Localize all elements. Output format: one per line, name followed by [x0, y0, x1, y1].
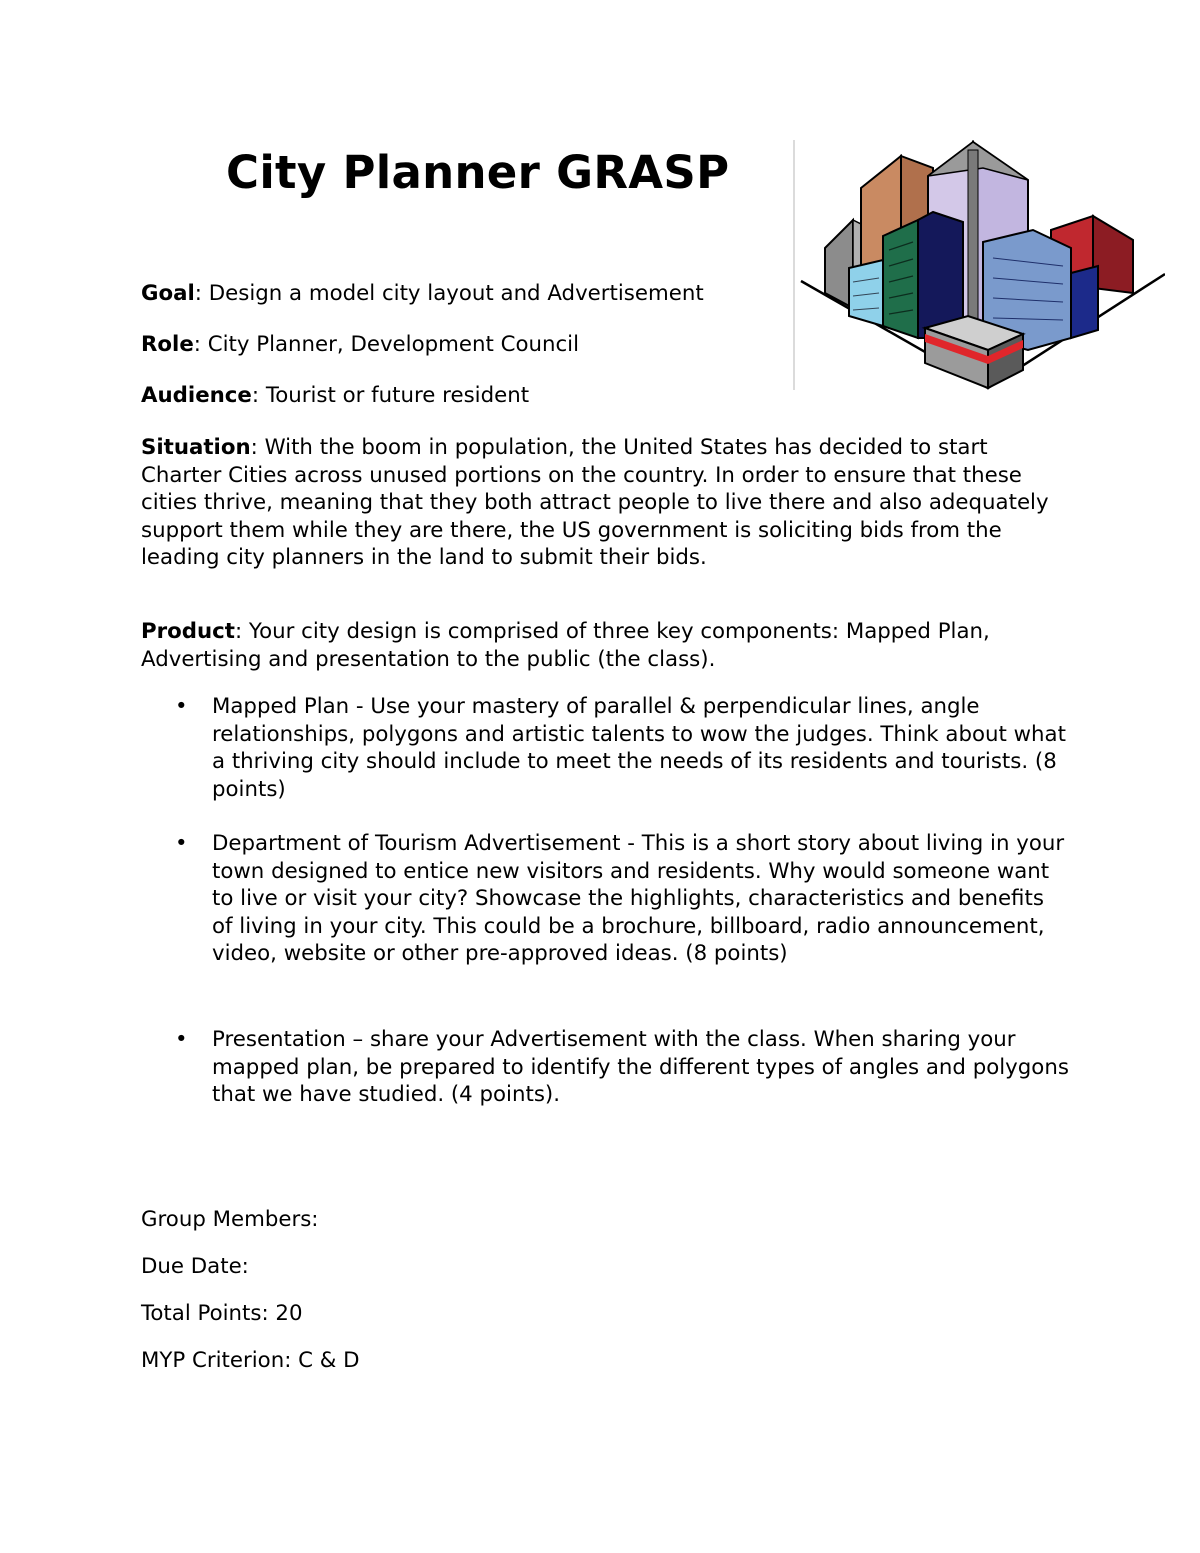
due-date-line: Due Date: [141, 1254, 249, 1279]
role-text: : City Planner, Development Council [193, 332, 580, 357]
situation-label: Situation [141, 435, 251, 460]
situation-text: : With the boom in population, the United States has decided to start Charter Cities across unused portions on the country. In order to ensure that these cities thrive, meaning that they both attract people to live there and also adequately support them while they are there, the US government is soliciting bids from the leading city planners in the land to submit their bids. [141, 435, 1049, 570]
goal-text: : Design a model city layout and Advertisement [194, 281, 704, 306]
component-list-item-presentation [141, 1026, 1071, 1109]
goal-section [141, 280, 1071, 308]
component-list-item-advertisement [141, 830, 1071, 968]
audience-section [141, 382, 1071, 410]
audience-text: : Tourist or future resident [251, 383, 530, 408]
situation-section [141, 434, 1071, 572]
bullet-icon: • [175, 1027, 188, 1052]
group-members-line: Group Members: [141, 1207, 319, 1232]
goal-label: Goal [141, 281, 195, 306]
product-label: Product [141, 619, 235, 644]
bullet-text: Presentation – share your Advertisement with the class. When sharing your mapped plan, be prepared to identify the different types of angles and polygons that we have studied. (4 points). [212, 1027, 1069, 1107]
bullet-icon: • [175, 694, 188, 719]
product-text: : Your city design is comprised of three key components: Mapped Plan, Advertising and presentation to the public (the class). [141, 619, 990, 672]
audience-label: Audience [141, 383, 252, 408]
bullet-text: Mapped Plan - Use your mastery of parallel & perpendicular lines, angle relationships, polygons and artistic talents to wow the judges. Think about what a thriving city should include to meet the needs of its residents and tourists. (8 points) [212, 694, 1066, 802]
total-points-line: Total Points: 20 [141, 1301, 303, 1326]
myp-criterion-line: MYP Criterion: C & D [141, 1348, 360, 1373]
bullet-text: Department of Tourism Advertisement - This is a short story about living in your town designed to entice new visitors and residents. Why would someone want to live or visit your city? Showcase the highlights, characteristics and benefits of living in your city. This could be a brochure, billboard, radio announcement, video, website or other pre-approved ideas. (8 points) [212, 831, 1065, 966]
page-title: City Planner GRASP [226, 146, 730, 199]
role-section [141, 331, 1071, 359]
product-section [141, 618, 1071, 673]
bullet-icon: • [175, 831, 188, 856]
component-list-item-mapped-plan [141, 693, 1071, 803]
role-label: Role [141, 332, 194, 357]
